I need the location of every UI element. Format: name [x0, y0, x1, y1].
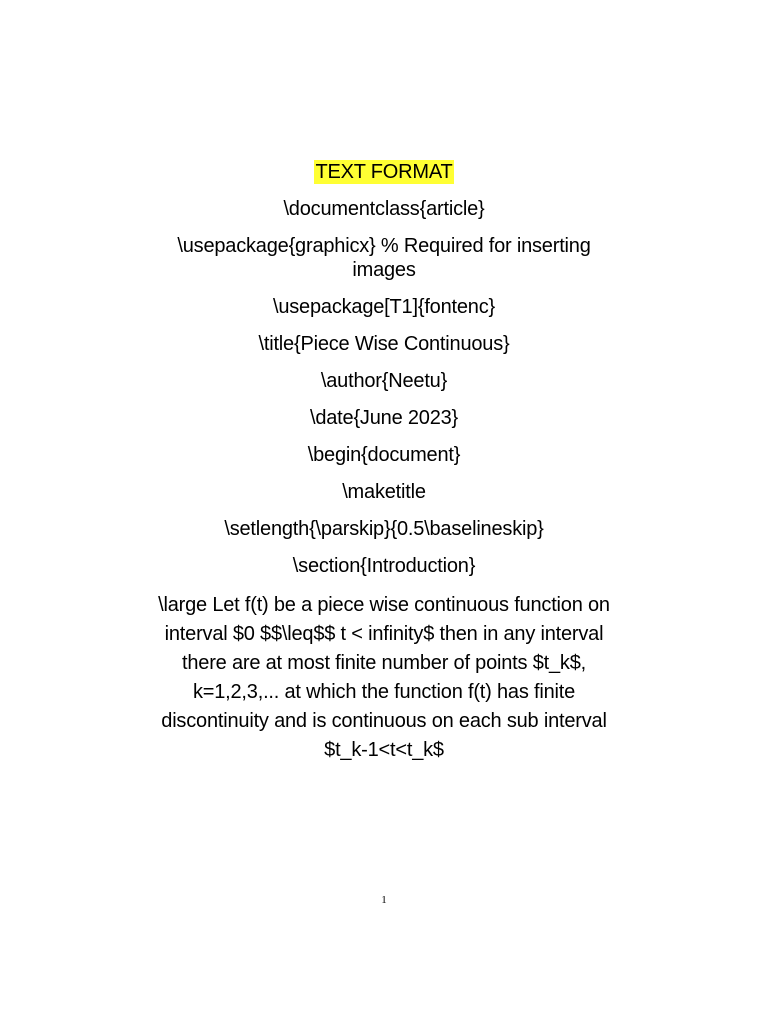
latex-line-documentclass: \documentclass{article} [283, 198, 485, 220]
latex-line-begin-document: \begin{document} [307, 444, 461, 466]
latex-line-title: \title{Piece Wise Continuous} [258, 333, 510, 355]
page-number: 1 [381, 894, 387, 906]
latex-line-author: \author{Neetu} [320, 370, 448, 392]
latex-line-setlength: \setlength{\parskip}{0.5\baselineskip} [224, 518, 544, 540]
document-body [150, 160, 618, 778]
body-paragraph: \large Let f(t) be a piece wise continuous function on interval $0 $$\leq$$ t < infinity$ then in any interval there are at most finite number of points $t_k$, k=1,2,3,... at which the function f(t) has finite discontinuity and is continuous on each sub interval $t_k-1<t<t_k$ [158, 594, 610, 761]
latex-line-date: \date{June 2023} [309, 407, 459, 429]
latex-line-usepackage-graphicx: \usepackage{graphicx} % Required for inserting images [177, 235, 591, 281]
latex-line-usepackage-fontenc: \usepackage[T1]{fontenc} [272, 296, 496, 318]
latex-line-section: \section{Introduction} [292, 555, 476, 577]
heading-line [150, 160, 618, 184]
latex-line-maketitle: \maketitle [342, 481, 426, 503]
highlighted-heading: TEXT FORMAT [315, 161, 453, 183]
